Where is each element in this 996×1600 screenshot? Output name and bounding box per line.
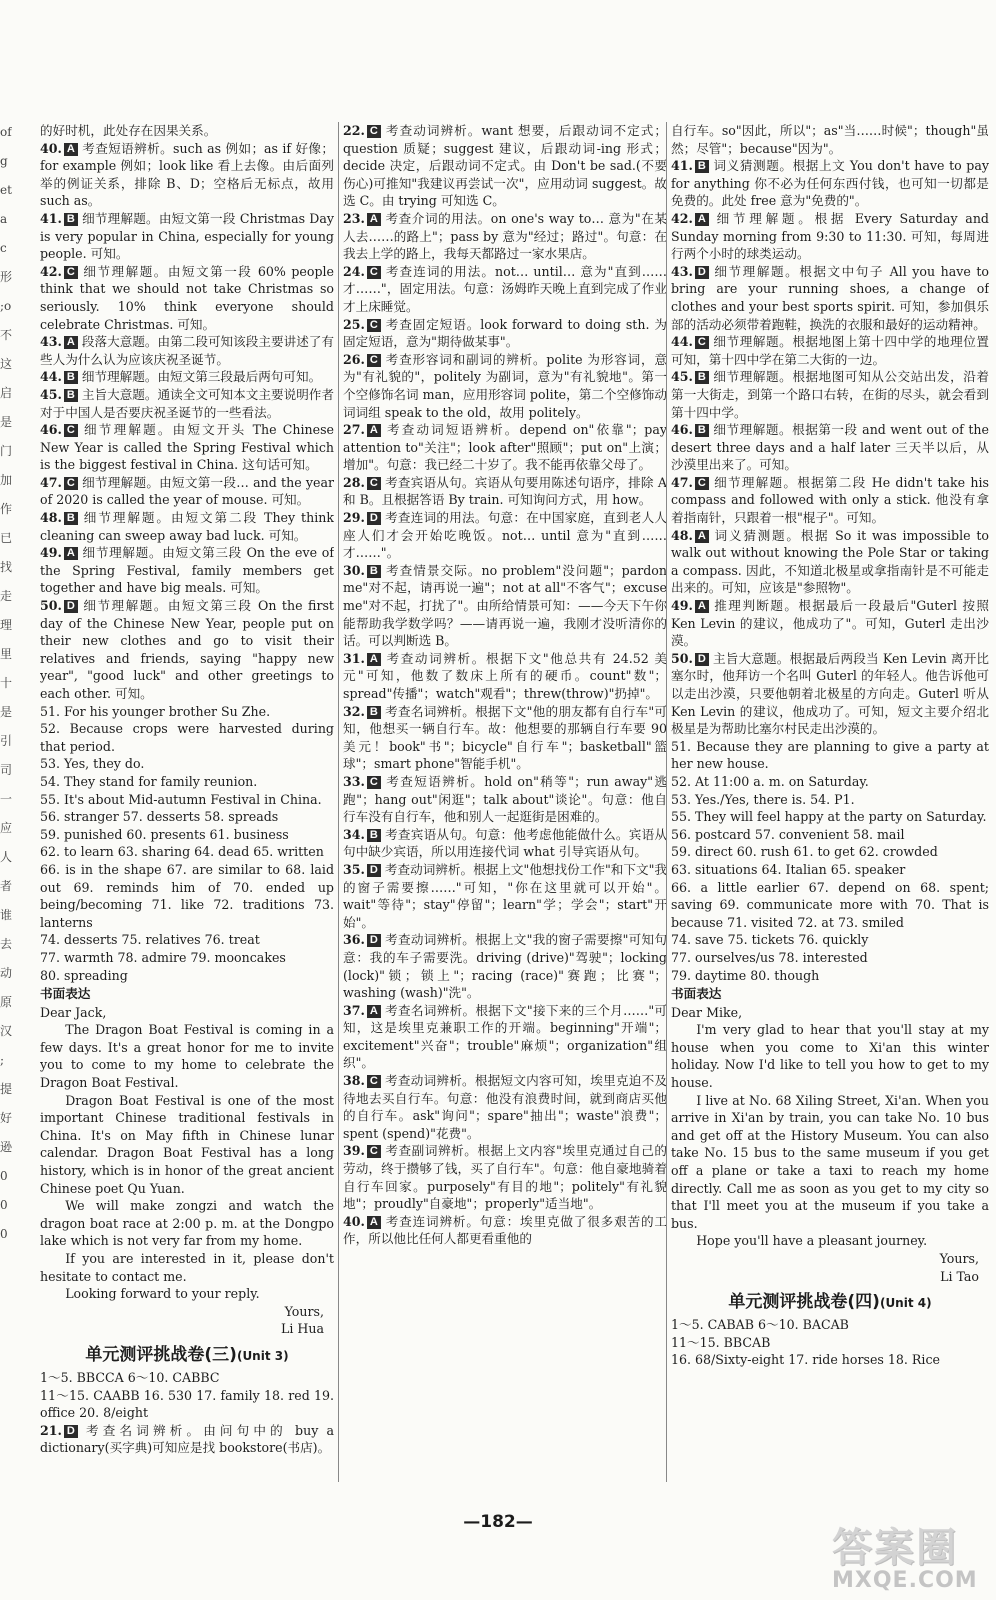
fill-answer-line: 56. postcard 57. convenient 58. mail — [671, 826, 905, 842]
item-explanation: 细节理解题。由短文第三段 On the eve of the Spring Festival, family members get together and have big meals. 可知。 — [40, 545, 334, 596]
letter-paragraph: The Dragon Boat Festival is coming in a few days. It's a great honor for me to invite you to come to my home to celebrate the Dragon Boat Festival. — [40, 1022, 334, 1091]
item-number: 44. — [40, 369, 62, 385]
item-explanation: 考查动词短语辨析。depend on"依靠"；pay attention to"关注"；look after"照顾"；put on"上演；增加"。句意：我已经二十岁了。我不能再依靠父母了。 — [343, 422, 667, 473]
item-number: 48. — [40, 510, 62, 526]
item-number: 21. — [40, 1422, 62, 1438]
item-number: 40. — [40, 140, 62, 156]
item-number: 50. — [40, 598, 62, 614]
continued-explanation — [40, 122, 334, 140]
fill-answer-line: 80. spreading — [40, 967, 128, 983]
answer-letter-badge: B — [695, 160, 709, 173]
answer-letter-badge: A — [64, 143, 78, 156]
item-number: 41. — [40, 210, 62, 226]
answer-item — [40, 368, 334, 386]
writing-heading-left: 书面表达 — [40, 986, 91, 1002]
item-explanation: 考查动词辨析。want 想要，后跟动词不定式；question 质疑；suggest 建议，后跟动词-ing 形式；decide 决定，后跟动词不定式。由 Don't be sad.(不要伤心)可推知"我建议再尝试一次"，应用动词 suggest。故选 C。由 trying 可知选 C。 — [343, 123, 667, 209]
item-number: 34. — [343, 826, 365, 842]
watermark-logo-text: 答案圈 — [832, 1525, 958, 1571]
letter-paragraph: If you are interested in it, please don't hesitate to contact me. — [40, 1251, 334, 1284]
letter-signature: Li Tao — [940, 1268, 979, 1284]
fill-answer-line: 77. ourselves/us 78. interested — [671, 949, 868, 965]
answer-item — [343, 562, 667, 650]
item-explanation: 考查动词辨析。根据上文"我的窗子需要擦"可知句意：我的车子需要洗。driving (drive)"驾驶"；locking (lock)"锁；锁上"；racing (race)"赛跑；比赛"；washing (wash)"洗"。 — [343, 932, 667, 1001]
answer-item — [343, 1072, 667, 1142]
item-number: 23. — [343, 210, 365, 226]
answer-item — [343, 703, 667, 773]
answer-letter-badge: D — [695, 653, 709, 666]
answer-item — [671, 527, 989, 597]
answer-item — [671, 210, 989, 263]
answer-item — [343, 826, 667, 861]
fill-answers-right — [671, 738, 989, 984]
fill-answers-left — [40, 703, 334, 985]
fill-answer-line: 53. Yes, they do. — [40, 756, 145, 772]
item-number: 47. — [671, 474, 693, 490]
letter-paragraph: We will make zongzi and watch the dragon boat race at 2:00 p. m. at the Dongpo lake which is not very far from my home. — [40, 1198, 334, 1249]
answer-letter-badge: B — [64, 213, 78, 226]
fill-answer-line: 74. desserts 75. relatives 76. treat — [40, 932, 260, 948]
item-explanation: 细节理解题。由短文开头 The Chinese New Year is called the Spring Festival which is the biggest festival in China. 这句话可知。 — [40, 422, 334, 473]
unit-4-answer-line: 1～5. CABAB 6～10. BACAB — [671, 1317, 849, 1333]
answer-letter-badge: A — [367, 424, 381, 437]
answer-item — [40, 140, 334, 210]
item-explanation: 考查形容词和副词的辨析。polite 为形容词，意为"有礼貌的"，politely 为副词，意为"有礼貌地"。第一个空修饰名词 man，应用形容词 polite，第二个空修饰动词词组 speak to the old，故用 politely。 — [343, 351, 667, 420]
answer-item — [40, 421, 334, 474]
fill-answer-line: 51. For his younger brother Su Zhe. — [40, 703, 271, 719]
item-explanation: 细节理解题。由短文第一段 60% people think that we should not take Christmas so seriously. 10% think everyone should celebrate Christmas. 可知。 — [40, 263, 334, 332]
fill-answer-line: 66. is in the shape 67. are similar to 68. laid out 69. reminds him of 70. ended up being/becoming 71. like 72. traditions 73. lanterns — [40, 861, 334, 930]
item-number: 28. — [343, 474, 365, 490]
answer-letter-badge: C — [367, 266, 381, 279]
answer-letter-badge: C — [367, 1145, 381, 1158]
item-explanation: 细节理解题。根据文中句子 All you have to bring are your running shoes, a change of clothes and your best sports spirit. 可知，参加俱乐部的活动必须带着跑鞋，换洗的衣服和最好的运动精神。 — [671, 263, 989, 332]
answer-letter-badge: C — [367, 477, 381, 490]
letter-closing: Yours, — [939, 1251, 979, 1266]
item-explanation: 细节理解题。由短文第一段… and the year of 2020 is called the year of mouse. 可知。 — [40, 474, 334, 508]
item-explanation: 考查名词辨析。根据下文"接下来的三个月……"可知，这是埃里克兼职工作的开端。beginning"开端"；excitement"兴奋"；trouble"麻烦"；organization"组织"。 — [343, 1002, 667, 1071]
answer-item — [343, 773, 667, 826]
binding-margin-text: of g et ac 形 ;o 不 这 启 是 门 加 作 已 找 走 理 里 十 是 引 司 一 应 人 者 谁 去 动 原 汉 ; 提 好 逊 000 — [0, 125, 12, 1241]
answer-letter-badge: A — [367, 1216, 381, 1229]
item-explanation: 考查动词辨析。根据下文"他总共有 24.52 美元"可知，他数了数床上所有的硬币。count"数"；spread"传播"；watch"观看"；threw(throw)"扔掉"。 — [343, 650, 667, 701]
item-number: 33. — [343, 773, 365, 789]
answer-item — [343, 1142, 667, 1212]
unit-3-answer-line: 11～15. CAABB 16. 530 17. family 18. red 19. office 20. 8/eight — [40, 1387, 334, 1421]
item-number: 24. — [343, 263, 365, 279]
sample-letter-directions — [671, 1004, 989, 1286]
item-number: 30. — [343, 562, 365, 578]
item-explanation: 考查情景交际。no problem"没问题"；pardon me"对不起，请再说一遍"；not at all"不客气"；excuse me"对不起，打扰了"。由所给情景可知：——今天下午你能帮助我学数学吗？——请再说一遍，我刚才没听清你的话。可以判断选 B。 — [343, 562, 667, 649]
answer-letter-badge: D — [367, 864, 381, 877]
answer-item — [343, 263, 667, 316]
fill-answer-line: 55. They will feel happy at the party on Saturday. — [671, 809, 987, 825]
item-number: 26. — [343, 351, 365, 367]
answer-item — [40, 544, 334, 597]
item-explanation: 主旨大意题。通读全文可知本文主要说明作者对于中国人是否要庆祝圣诞节的一些看法。 — [40, 386, 334, 420]
unit-3-answer-line: 1～5. BBCCA 6～10. CABBC — [40, 1369, 220, 1385]
answer-item — [671, 421, 989, 474]
item-explanation: 考查短语辨析。such as 例如；as if 好像；for example 例如；look like 看上去像。由后面列举的例证关系，排除 B、D；空格后无标点，故用 such as。 — [40, 140, 334, 209]
item-explanation: 考查副词辨析。根据上文内容"埃里克通过自己的劳动，终于攒够了钱，买了自行车"。句意：他自豪地骑着自行车回家。purposely"有目的地"；politely"有礼貌地"；proudly"自豪地"；properly"适当地"。 — [343, 1143, 667, 1212]
fill-answer-line: 56. stranger 57. desserts 58. spreads — [40, 809, 279, 825]
answer-letter-badge: A — [64, 547, 78, 560]
item-number: 42. — [671, 210, 693, 226]
answer-item — [671, 368, 989, 421]
item-number: 44. — [671, 334, 693, 350]
item-number: 47. — [40, 474, 62, 490]
answer-letter-badge: A — [367, 213, 381, 226]
answer-item — [343, 421, 667, 474]
answer-item — [343, 650, 667, 703]
fill-answer-line: 53. Yes./Yes, there is. 54. P1. — [671, 791, 855, 807]
answer-letter-badge: B — [367, 565, 381, 578]
answer-list-left — [40, 122, 334, 703]
item-number: 42. — [40, 263, 62, 279]
item-number: 35. — [343, 861, 365, 877]
watermark-logo — [832, 1525, 982, 1593]
item-number: 38. — [343, 1073, 365, 1089]
item-number: 39. — [343, 1143, 365, 1159]
unit-4-answer-line: 16. 68/Sixty-eight 17. ride horses 18. Rice — [671, 1352, 940, 1368]
answer-letter-badge: C — [367, 776, 381, 789]
fill-answer-line: 79. daytime 80. though — [671, 967, 820, 983]
answer-letter-badge: B — [695, 371, 709, 384]
answer-item — [343, 1002, 667, 1072]
fill-answer-line: 66. a little earlier 67. depend on 68. spent; saving 69. communicate more with 70. That is because 71. visited 72. at 73. smiled — [671, 879, 989, 930]
item-explanation: 细节理解题。由短文第三段 On the first day of the Chinese New Year, people put on their new clothes and go to visit their relatives and friends, saying "happy new year", "good luck" and other greetings to each other. 可知。 — [40, 598, 334, 701]
fill-answer-line: 74. save 75. tickets 76. quickly — [671, 932, 869, 948]
sample-letter-dragon-boat — [40, 1004, 334, 1338]
answer-letter-badge: A — [64, 336, 78, 349]
unit-4-title — [671, 1291, 989, 1314]
answer-letter-badge: A — [695, 600, 709, 613]
fill-answer-line: 54. They stand for family reunion. — [40, 773, 258, 789]
item-number: 45. — [671, 369, 693, 385]
fill-answer-line: 62. to learn 63. sharing 64. dead 65. written — [40, 844, 324, 860]
answer-letter-badge: C — [64, 424, 78, 437]
writing-heading-right: 书面表达 — [671, 986, 722, 1002]
letter-paragraph: Dragon Boat Festival is one of the most important Chinese traditional festivals in China. It's on May fifth in Chinese lunar calendar. Dragon Boat Festival has a long history, which is in honor of the great ancient Chinese poet Qu Yuan. — [40, 1092, 334, 1196]
answer-letter-badge: A — [695, 530, 709, 543]
fill-answer-line: 59. direct 60. rush 61. to get 62. crowded — [671, 844, 938, 860]
item-explanation: 细节理解题。根据地图上第十四中学的地理位置可知，第十四中学在第二大街的一边。 — [671, 334, 989, 367]
letter-paragraph: Hope you'll have a pleasant journey. — [696, 1233, 928, 1249]
letter-closing: Yours, — [284, 1303, 324, 1319]
item-explanation: 词义猜测题。根据上文 You don't have to pay for anything 你不必为任何东西付钱，也可知一切都是免费的。此处 free 意为"免费的"。 — [671, 158, 989, 209]
answer-letter-badge: C — [64, 266, 78, 279]
answer-item — [343, 509, 667, 562]
answer-list-middle — [343, 122, 667, 1248]
item-explanation: 的好时机，此处存在因果关系。 — [40, 123, 217, 138]
item-explanation: 细节理解题。根据地图可知从公交站出发，沿着第一大街走，到第一个路口右转，在街的尽头，就会看到第十四中学。 — [671, 369, 989, 420]
item-explanation: 考查连词辨析。句意：埃里克做了很多艰苦的工作，所以他比任何人都更看重他的 — [343, 1213, 667, 1247]
answer-letter-badge: B — [695, 424, 709, 437]
answer-item — [343, 861, 667, 931]
fill-answer-line: 52. At 11:00 a. m. on Saturday. — [671, 773, 869, 789]
item-explanation: 细节理解题。根据第一段 and went out of the desert three days and a half later 三天半以后，从沙漠里出来了。可知。 — [671, 422, 989, 473]
item-number: 43. — [40, 334, 62, 350]
answer-letter-badge: B — [64, 389, 78, 402]
answer-letter-badge: B — [64, 371, 78, 384]
item-explanation: 考查短语辨析。hold on"稍等"；run away"逃跑"；hang out"闲逛"；talk about"谈论"。句意：他自行车没有自行车，他和别人一起逛街是困难的。 — [343, 773, 667, 825]
fill-answer-line: 55. It's about Mid-autumn Festival in China. — [40, 791, 322, 807]
answer-letter-badge: C — [695, 477, 709, 490]
letter-paragraph: I'm very glad to hear that you'll stay at my house when you come to Xi'an this winter holiday. Now I'd like to tell you how to get to my house. — [671, 1022, 989, 1091]
answer-item — [40, 333, 334, 368]
item-explanation: 考查动词辨析。根据短文内容可知，埃里克迫不及待地去买自行车。句意：他没有浪费时间，就到商店买他的自行车。ask"询问"；spare"抽出"；waste"浪费"；spent (spend)"花费"。 — [343, 1073, 667, 1141]
unit-3-title — [40, 1344, 334, 1367]
item-explanation: 词义猜测题。根据 So it was impossible to walk out without knowing the Pole Star or taking a compass. 因此，不知道北极星或拿指南针是不可能走出来的。可知，应该是"参照物"。 — [671, 527, 989, 596]
answer-item — [40, 210, 334, 263]
answer-letter-badge: D — [64, 1425, 78, 1438]
answer-item — [671, 474, 989, 527]
fill-answer-line: 77. warmth 78. admire 79. mooncakes — [40, 949, 286, 965]
answer-letter-badge: A — [367, 653, 381, 666]
item-number: 32. — [343, 703, 365, 719]
item-number: 45. — [40, 386, 62, 402]
item-explanation: 细节理解题。根据 Every Saturday and Sunday morning from 9:30 to 11:30. 可知，每周进行两个小时的球类运动。 — [671, 210, 989, 262]
answer-letter-badge: D — [367, 934, 381, 947]
item-explanation: 考查动词辨析。根据上文"他想找份工作"和下文"我的窗子需要擦……"可知，"你在这里就可以开始"。wait"等待"；stay"停留"；learn"学；学会"；start"开始"。 — [343, 861, 667, 930]
item-number: 27. — [343, 422, 365, 438]
answer-item — [671, 650, 989, 738]
item-number: 50. — [671, 650, 693, 666]
answer-item — [671, 157, 989, 210]
item-explanation: 段落大意题。由第二段可知该段主要讲述了有些人为什么认为应该庆祝圣诞节。 — [40, 334, 334, 367]
answer-item — [343, 351, 667, 421]
item-number: 46. — [40, 422, 62, 438]
answer-item — [343, 1213, 667, 1248]
unit-3-label: (Unit 3) — [236, 1348, 289, 1363]
item-number: 22. — [343, 123, 365, 138]
item-number: 46. — [671, 422, 693, 438]
answer-list-right — [671, 157, 989, 738]
answer-item — [40, 509, 334, 544]
letter-salutation: Dear Jack, — [40, 1004, 107, 1020]
answer-letter-badge: C — [367, 125, 381, 138]
letter-paragraph: I live at No. 68 Xiling Street, Xi'an. When you arrive in Xi'an by train, you can take No. 10 bus and get off at the History Museum. You can also take No. 15 bus to the same museum if you get off a plane or take a taxi to reach my home directly. Call me as soon as you get to my city so that I'll meet you at the museum if you take a bus. — [671, 1092, 989, 1231]
item-number: 29. — [343, 510, 365, 526]
answer-letter-badge: A — [367, 1005, 381, 1018]
fill-answer-line: 63. situations 64. Italian 65. speaker — [671, 861, 906, 877]
item-explanation: 考查名词辨析。由问句中的 buy a dictionary(买字典)可知应是找 bookstore(书店)。 — [40, 1422, 334, 1456]
answer-item — [671, 263, 989, 333]
unit-3-title-text: 单元测评挑战卷(三) — [85, 1344, 237, 1365]
item-number: 49. — [671, 598, 693, 614]
item-number: 49. — [40, 545, 62, 561]
answer-item — [343, 931, 667, 1001]
unit-4-title-text: 单元测评挑战卷(四) — [728, 1292, 880, 1313]
item-number: 41. — [671, 158, 693, 174]
item-number: 48. — [671, 527, 693, 543]
item-explanation: 考查宾语从句。句意：他考虑他能做什么。宾语从句中缺少宾语，所以用连接代词 what 引导宾语从句。 — [343, 826, 667, 860]
column-left — [40, 122, 334, 1482]
answer-letter-badge: D — [367, 512, 381, 525]
letter-salutation: Dear Mike, — [671, 1004, 743, 1020]
continued-explanation: 自行车。so"因此，所以"；as"当……时候"；though"虽然；尽管"；because"因为"。 — [671, 123, 989, 156]
fill-answer-line: 51. Because they are planning to give a party at her new house. — [671, 738, 989, 772]
item-number: 43. — [671, 263, 693, 279]
answer-item — [671, 597, 989, 650]
item-explanation: 细节理解题。由短文第一段 Christmas Day is very popular in China, especially for young people. 可知。 — [40, 210, 334, 262]
answer-item — [40, 474, 334, 509]
answer-letter-badge: C — [367, 354, 381, 367]
item-number: 37. — [343, 1002, 365, 1018]
unit-4-label: (Unit 4) — [879, 1296, 932, 1311]
item-explanation: 考查连词的用法。not… until… 意为"直到……才……"，固定用法。句意：汤姆昨天晚上直到完成了作业才上床睡觉。 — [343, 263, 667, 314]
answer-item — [343, 210, 667, 263]
unit-4-answer-line: 11～15. BBCAB — [671, 1334, 771, 1350]
letter-paragraph: Looking forward to your reply. — [65, 1286, 260, 1302]
item-explanation: 细节理解题。根据第二段 He didn't take his compass and followed with only a stick. 他没有拿着指南针，只跟着一根"棍子"。可知。 — [671, 474, 989, 526]
answer-item — [671, 333, 989, 368]
answer-letter-badge: B — [367, 829, 381, 842]
item-explanation: 考查固定短语。look forward to doing sth. 为固定短语，意为"期待做某事"。 — [343, 316, 667, 350]
answer-item — [40, 263, 334, 333]
fill-answer-line: 52. Because crops were harvested during that period. — [40, 721, 334, 754]
item-explanation: 考查宾语从句。宾语从句要用陈述句语序，排除 A 和 B。且根据答语 By train. 可知询问方式，用 how。 — [343, 474, 667, 508]
answer-letter-badge: C — [695, 336, 709, 349]
answer-letter-badge: D — [695, 266, 709, 279]
answer-letter-badge: C — [367, 1075, 381, 1088]
item-explanation: 考查介词的用法。on one's way to… 意为"在某人去……的路上"；pass by 意为"经过；路过"。句意：在我去上学的路上，我每天都路过一家水果店。 — [343, 210, 667, 262]
item-number: 40. — [343, 1213, 365, 1229]
answer-letter-badge: C — [64, 477, 78, 490]
watermark-site-text: MXQE.COM — [832, 1568, 978, 1593]
answer-item — [343, 474, 667, 509]
column-right — [666, 122, 989, 1482]
column-middle — [338, 122, 667, 1482]
answer-item — [343, 316, 667, 351]
page-number: —182— — [463, 1512, 533, 1532]
item-explanation: 主旨大意题。根据最后两段当 Ken Levin 离开比塞尔时，他拜访一个名叫 Guterl 的年轻人。他告诉他可以走出沙漠，只要他朝着北极星的方向走。Guterl 听从 Ken Levin 的建议，他成功了。可知，短文主要介绍北极星是为帮助比塞尔村民走出沙漠的。 — [671, 650, 989, 737]
answer-letter-badge: A — [695, 213, 709, 226]
item-explanation: 考查名词辨析。根据下文"他的朋友都有自行车"可知，他想买一辆自行车。故：他想要的那辆自行车要 90 美元！book"书"；bicycle"自行车"；basketball"篮球"；smart phone"智能手机"。 — [343, 703, 667, 772]
item-number: 36. — [343, 932, 365, 948]
item-explanation: 细节理解题。由短文第三段最后两句可知。 — [81, 369, 322, 385]
answer-item — [343, 122, 667, 210]
answer-letter-badge: D — [64, 600, 78, 613]
answer-letter-badge: C — [367, 319, 381, 332]
answer-letter-badge: B — [367, 706, 381, 719]
answer-letter-badge: B — [64, 512, 78, 525]
fill-answer-line: 59. punished 60. presents 61. business — [40, 826, 289, 842]
item-explanation: 考查连词的用法。句意：在中国家庭，直到老人人座人们才会开始吃晚饭。not… until 意为"直到……才……"。 — [343, 510, 667, 561]
letter-signature: Li Hua — [281, 1321, 324, 1337]
item-explanation: 细节理解题。由短文第二段 They think cleaning can sweep away bad luck. 可知。 — [40, 510, 334, 543]
item-number: 31. — [343, 650, 365, 666]
answer-item-21 — [40, 1422, 334, 1457]
item-number: 25. — [343, 316, 365, 332]
answer-item — [40, 597, 334, 703]
item-explanation: 推理判断题。根据最后一段最后"Guterl 按照 Ken Levin 的建议，他成功了"。可知，Guterl 走出沙漠。 — [671, 598, 989, 649]
answer-item — [40, 386, 334, 421]
